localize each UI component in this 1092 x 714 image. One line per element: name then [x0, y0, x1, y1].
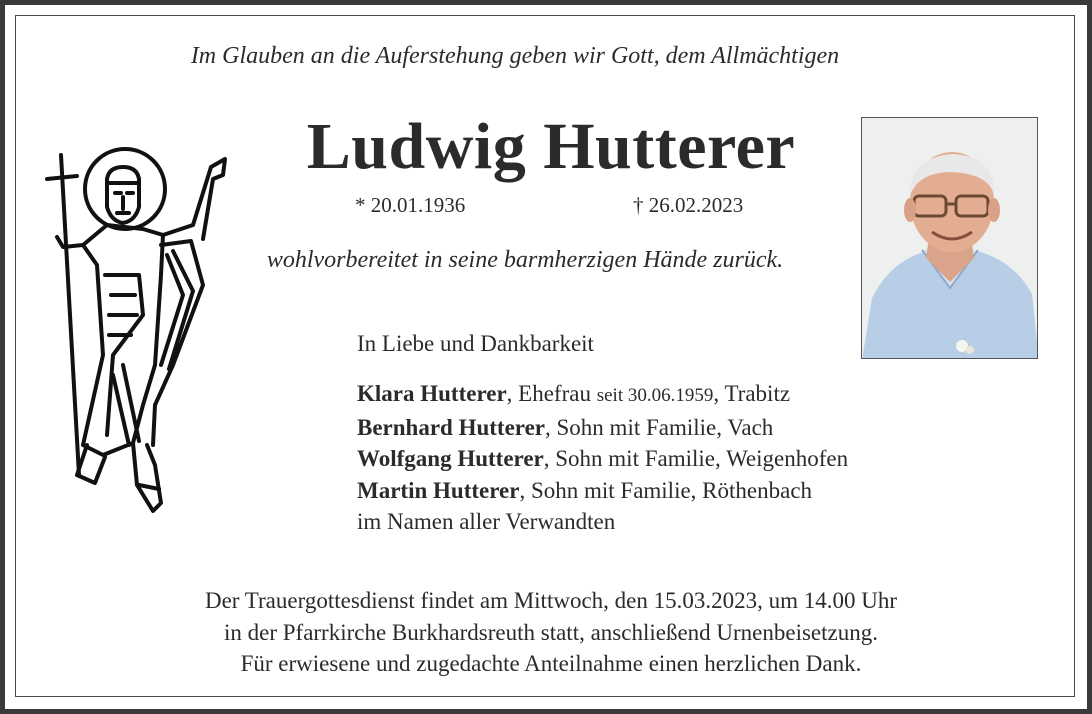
service-line: in der Pfarrkirche Burkhardsreuth statt, anschließend Urnenbeisetzung. [223, 619, 878, 645]
family-member-relation: , Ehefrau [506, 381, 597, 406]
family-member-relation: , Sohn mit Familie, Röthenbach [519, 477, 813, 503]
family-member-relation: , Sohn mit Familie, Weigenhofen [543, 446, 849, 471]
risen-christ-icon [43, 145, 233, 525]
family-list [357, 378, 848, 538]
phrase-line: wohlvorbereitet in seine barmherzigen Hände zurück. [266, 247, 784, 273]
obituary-card [5, 5, 1087, 709]
death-date: † 26.02.2023 [633, 193, 744, 217]
deceased-name: Ludwig Hutterer [306, 110, 796, 183]
portrait-photo [861, 117, 1038, 359]
family-row [357, 378, 848, 412]
service-line: Der Trauergottesdienst findet am Mittwoch, den 15.03.2023, um 14.00 Uhr [204, 588, 898, 613]
family-footer: im Namen aller Verwandten [357, 509, 616, 534]
family-member-place: , Trabitz [713, 381, 791, 406]
family-member-name: Martin Hutterer [357, 477, 520, 503]
marriage-date: seit 30.06.1959 [596, 385, 714, 406]
service-info [5, 585, 1092, 680]
family-member-relation: , Sohn mit Familie, Vach [545, 414, 774, 440]
birth-date: * 20.01.1936 [355, 193, 466, 217]
family-row [357, 443, 848, 475]
family-member-name: Klara Hutterer [357, 381, 507, 406]
family-row [357, 475, 848, 507]
family-member-name: Wolfgang Hutterer [357, 446, 544, 471]
motto-line: Im Glauben an die Auferstehung geben wir Gott, dem Allmächtigen [190, 43, 840, 69]
family-row [357, 412, 848, 444]
service-line: Für erwiesene und zugedachte Anteilnahme einen herzlichen Dank. [240, 651, 862, 676]
love-line: In Liebe und Dankbarkeit [357, 331, 594, 356]
family-member-name: Bernhard Hutterer [357, 414, 546, 440]
